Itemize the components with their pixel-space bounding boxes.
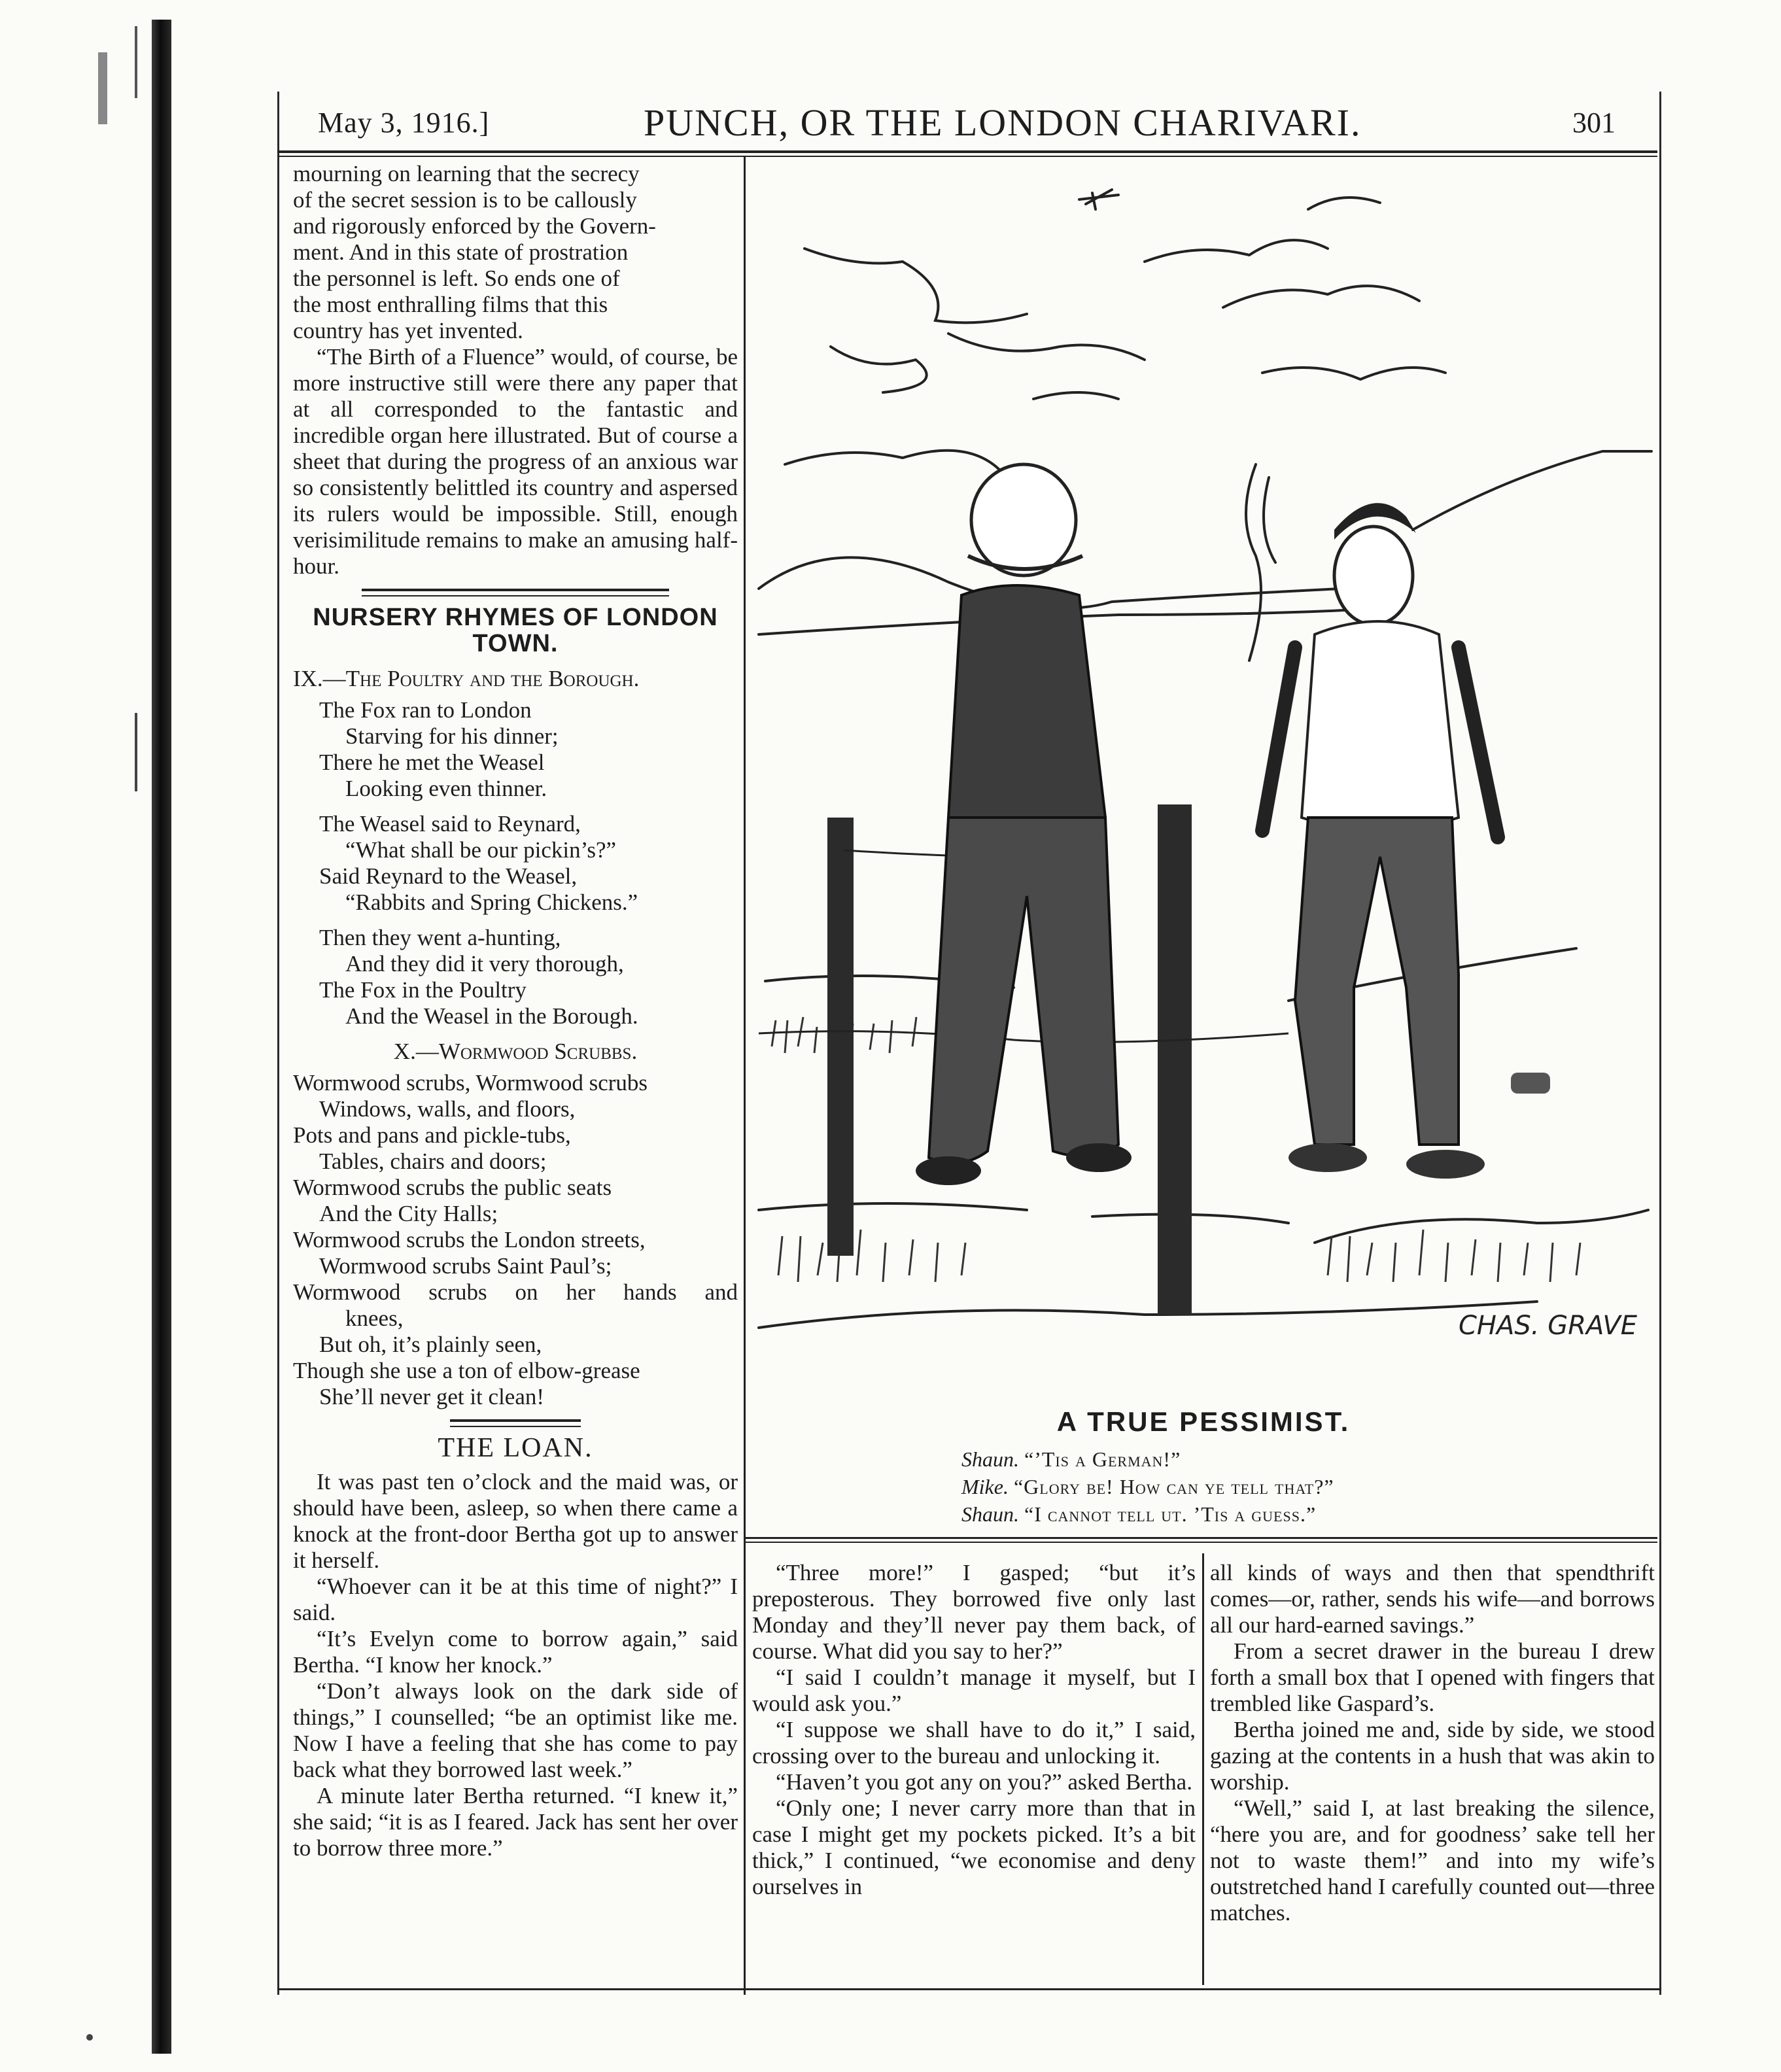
shaun-figure (916, 464, 1132, 1185)
dialogue-line (961, 1445, 1334, 1473)
cartoon-title: A TRUE PESSIMIST. (1056, 1406, 1351, 1437)
verse-line: The Fox in the Poultry (319, 977, 527, 1003)
paragraph: It was past ten o’clock and the maid was, or should have been, asleep, so when there came a knock at the front-door Bertha got up to answer it herself. (293, 1469, 738, 1573)
verse-line: Pots and pans and pickle-tubs, (293, 1122, 571, 1148)
verse-line: Wormwood scrubs the London streets, (293, 1227, 646, 1252)
dialogue-line (961, 1500, 1334, 1528)
mike-figure (1262, 503, 1550, 1179)
paragraph: From a secret drawer in the bureau I drew forth a small box that I opened with fingers that trembled like Gaspard’s. (1210, 1638, 1655, 1716)
middle-column (752, 1560, 1196, 1900)
paragraph: all kinds of ways and then that spendthrift comes—or, rather, sends his wife—and borrows all our hard-earned savings.” (1210, 1560, 1655, 1638)
verse-line: Windows, walls, and floors, (319, 1096, 576, 1122)
binding-shadow (152, 20, 171, 2054)
text-line: the personnel is left. So ends one of (293, 266, 620, 291)
section-divider (450, 1419, 581, 1427)
verse-line: Wormwood scrubs on her hands and (293, 1279, 738, 1305)
verse-line: She’ll never get it clean! (319, 1384, 545, 1409)
paragraph: “Whoever can it be at this time of night?” I said. (293, 1574, 738, 1625)
dialogue-text: “’Tis a German!” (1024, 1447, 1181, 1471)
verse-line: Said Reynard to the Weasel, (319, 863, 578, 889)
verse-line: Starving for his dinner; (345, 723, 559, 749)
header-rule (277, 150, 1657, 153)
verse-line: And the Weasel in the Borough. (345, 1003, 638, 1029)
verse-line: Though she use a ton of elbow-grease (293, 1358, 640, 1383)
verse-line: Wormwood scrubs, Wormwood scrubs (293, 1070, 648, 1096)
stanza (293, 697, 738, 802)
rhyme-heading: IX.—The Poultry and the Borough. (293, 666, 640, 691)
page-header (277, 92, 1661, 150)
text-line: the most enthralling films that this (293, 292, 608, 317)
column-divider (744, 157, 746, 1995)
paragraph: “It’s Evelyn come to borrow again,” said Bertha. “I know her knock.” (293, 1626, 738, 1678)
dialogue-text: “I cannot tell ut. ’Tis a guess.” (1024, 1502, 1317, 1526)
margin-dot (86, 2034, 93, 2041)
text-line: and rigorously enforced by the Govern- (293, 213, 656, 239)
caption-rule-thin (746, 1542, 1657, 1543)
rhymes-title: NURSERY RHYMES OF LONDON TOWN. (313, 604, 718, 657)
margin-mark (135, 713, 137, 791)
paragraph: Bertha joined me and, side by side, we stood gazing at the contents in a hush that was akin to worship. (1210, 1717, 1655, 1795)
paragraph: “I suppose we shall have to do it,” I said, crossing over to the bureau and unlocking it. (752, 1717, 1196, 1769)
opening-paragraph (293, 161, 738, 344)
section-divider (362, 589, 669, 596)
header-rule-thin (277, 156, 1657, 157)
right-column (1210, 1560, 1655, 1926)
verse-line: Wormwood scrubs Saint Paul’s; (319, 1253, 612, 1279)
paragraph: “Only one; I never carry more than that in case I might get my pockets picked. It’s a bit thick,” I continued, “we economise and deny ourselves in (752, 1795, 1196, 1899)
speaker: Shaun. (961, 1502, 1019, 1526)
verse-line: The Weasel said to Reynard, (319, 811, 581, 837)
paragraph: “Three more!” I gasped; “but it’s preposterous. They borrowed five only last Monday and they’ll never pay them back, of course. What did you say to her?” (752, 1560, 1196, 1664)
speaker: Mike. (961, 1475, 1009, 1498)
verse-line: knees, (345, 1305, 404, 1331)
rhyme-verse (293, 697, 738, 1029)
verse-line: “What shall be our pickin’s?” (345, 837, 617, 863)
margin-mark (98, 52, 107, 124)
story-title: THE LOAN. (438, 1433, 593, 1463)
issue-date: May 3, 1916.] (318, 107, 490, 139)
speaker: Shaun. (961, 1447, 1019, 1471)
cartoon-illustration (752, 164, 1655, 1400)
column-divider (1202, 1553, 1204, 1985)
verse-line: Wormwood scrubs the public seats (293, 1175, 612, 1200)
text-line: mourning on learning that the secrecy (293, 161, 640, 186)
text-line: country has yet invented. (293, 318, 523, 343)
cartoon-dialogue (961, 1445, 1334, 1528)
paragraph: “Well,” said I, at last breaking the silence, “here you are, and for goodness’ sake tell her not to waste them!” and into my wife’s outstretched hand I carefully counted out—three matches. (1210, 1795, 1655, 1925)
verse-line: “Rabbits and Spring Chickens.” (345, 889, 638, 915)
artist-signature: CHAS. GRAVE (1459, 1311, 1637, 1341)
verse-line: There he met the Weasel (319, 750, 545, 775)
text-line: ment. And in this state of prostration (293, 239, 629, 265)
masthead-title: PUNCH, OR THE LONDON CHARIVARI. (644, 101, 1362, 144)
footer-rule (277, 1988, 1661, 1990)
verse-line: Looking even thinner. (345, 776, 547, 801)
dialogue-text: “Glory be! How can ye tell that?” (1013, 1475, 1334, 1498)
stanza (293, 925, 738, 1029)
verse-line: And the City Halls; (319, 1201, 498, 1226)
verse-line: But oh, it’s plainly seen, (319, 1332, 542, 1357)
dialogue-line (961, 1473, 1334, 1500)
paragraph: “Haven’t you got any on you?” asked Bertha. (776, 1769, 1192, 1795)
aeroplane-icon (1079, 190, 1118, 209)
stanza (293, 811, 738, 916)
paragraph: “The Birth of a Fluence” would, of course, be more instructive still were there any paper that at all corresponded to the fantastic and incredible organ here illustrated. But of course a sheet that during the progress of an anxious war so consistently belittled its country and aspersed its rulers would be impossible. Still, enough verisimilitude remains to make an amusing half-hour. (293, 344, 738, 579)
rhyme-verse (293, 1070, 738, 1410)
verse-line: And they did it very thorough, (345, 951, 624, 976)
paragraph: “Don’t always look on the dark side of things,” I counselled; “be an optimist like me. Now I have a feeling that she has come to pay back what they borrowed last week.” (293, 1678, 738, 1782)
left-column (293, 161, 738, 1861)
paragraph: A minute later Bertha returned. “I knew it,” she said; “it is as I feared. Jack has sent her over to borrow three more.” (293, 1783, 738, 1861)
caption-rule (746, 1537, 1657, 1539)
text-line: of the secret session is to be callously (293, 187, 637, 213)
rhyme-heading: X.—Wormwood Scrubbs. (393, 1039, 638, 1064)
binding-edge (135, 26, 137, 98)
verse-line: The Fox ran to London (319, 697, 532, 723)
verse-line: Then they went a-hunting, (319, 925, 561, 950)
page-number: 301 (1572, 107, 1616, 139)
verse-line: Tables, chairs and doors; (319, 1148, 547, 1174)
paragraph: “I said I couldn’t manage it myself, but I would ask you.” (752, 1665, 1196, 1716)
